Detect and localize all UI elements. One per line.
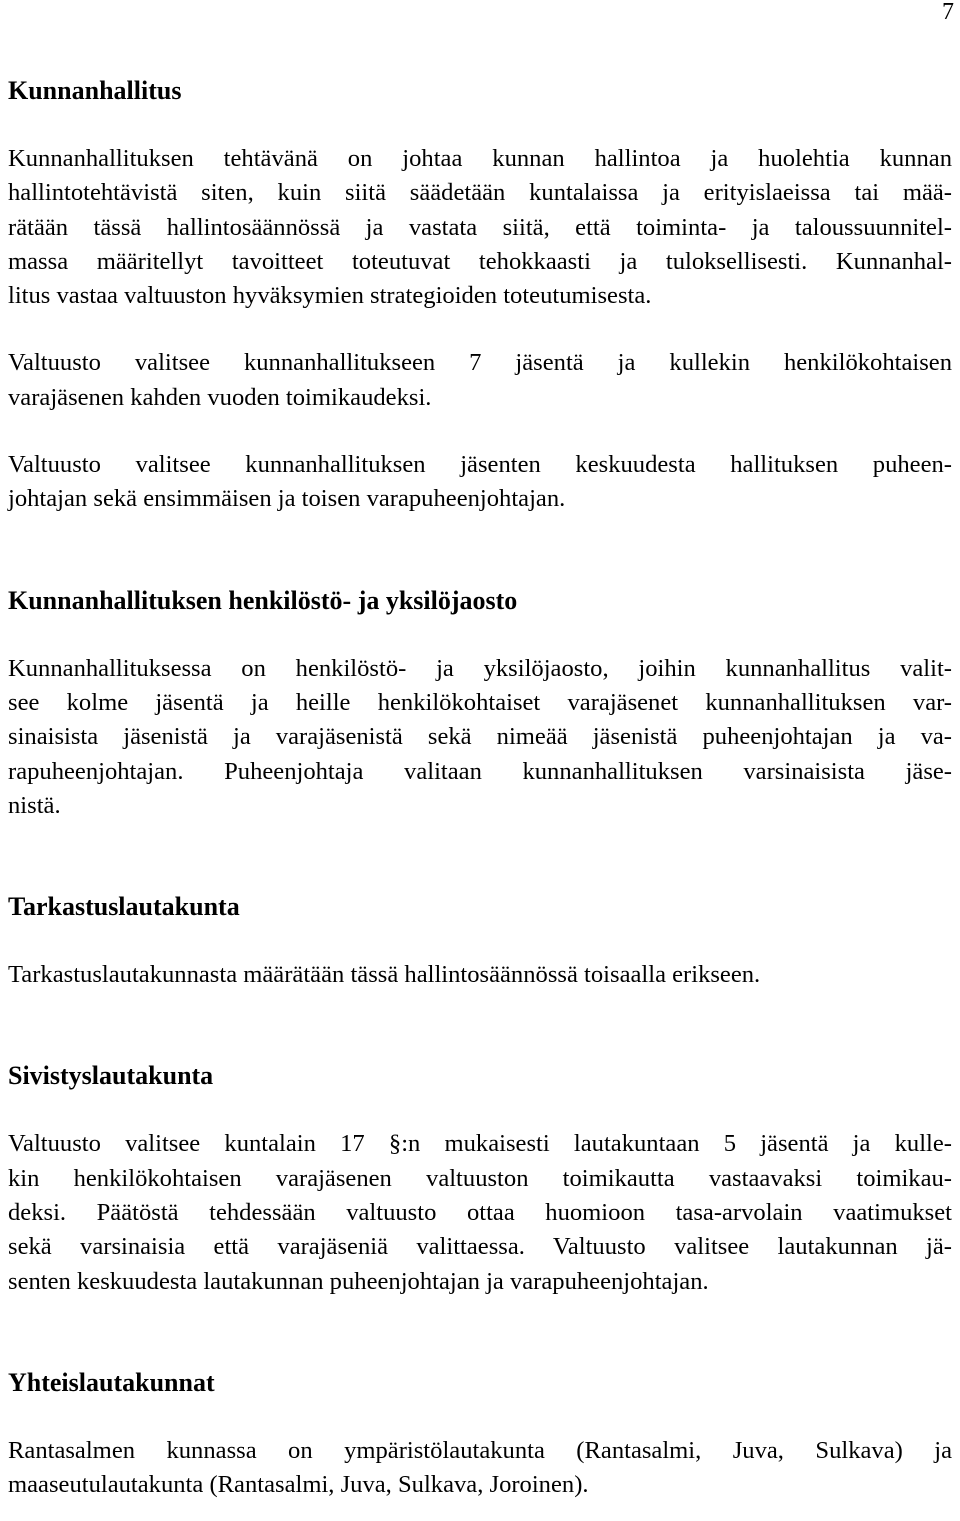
paragraph bbox=[8, 142, 952, 313]
paragraph bbox=[8, 1434, 952, 1503]
text-line: sekä varsinaisia että varajäseniä valittaessa. Valtuusto valitsee lautakunnan jä- bbox=[8, 1233, 952, 1261]
text-line: Kunnanhallituksessa on henkilöstö- ja yksilöjaosto, joihin kunnanhallitus valit- bbox=[8, 654, 952, 682]
paragraph bbox=[8, 958, 952, 992]
text-line: rätään tässä hallintosäännössä ja vastata siitä, että toiminta- ja taloussuunnitel- bbox=[8, 213, 952, 241]
text-line: hallintotehtävistä siten, kuin siitä säädetään kuntalaissa ja erityislaeissa tai mää- bbox=[8, 179, 952, 207]
text-line: varajäsenen kahden vuoden toimikaudeksi. bbox=[8, 383, 432, 411]
text-line: see kolme jäsentä ja heille henkilökohtaiset varajäsenet kunnanhallituksen var- bbox=[8, 688, 952, 716]
section-heading-yhteislautakunnat: Yhteislautakunnat bbox=[8, 1367, 215, 1397]
text-line: nistä. bbox=[8, 791, 61, 819]
text-line: kin henkilökohtaisen varajäsenen valtuuston toimikautta vastaavaksi toimikau- bbox=[8, 1164, 952, 1192]
paragraph bbox=[8, 1127, 952, 1298]
text-line: deksi. Päätöstä tehdessään valtuusto ottaa huomioon tasa-arvolain vaatimukset bbox=[8, 1199, 952, 1227]
document-body bbox=[8, 74, 952, 1503]
text-line: johtajan sekä ensimmäisen ja toisen varapuheenjohtajan. bbox=[8, 485, 566, 513]
section-heading-sivistyslautakunta: Sivistyslautakunta bbox=[8, 1061, 214, 1091]
text-line: massa määritellyt tavoitteet toteutuvat tehokkaasti ja tuloksellisesti. Kunnanhal- bbox=[8, 247, 952, 275]
paragraph bbox=[8, 346, 952, 415]
text-line: Tarkastuslautakunnasta määrätään tässä hallintosäännössä toisaalla erikseen. bbox=[8, 961, 761, 989]
text-line: senten keskuudesta lautakunnan puheenjohtajan ja varapuheenjohtajan. bbox=[8, 1267, 709, 1295]
section-heading-henkilosto-ja-yksilojaosto: Kunnanhallituksen henkilöstö- ja yksilöjaosto bbox=[8, 585, 518, 615]
section-heading-tarkastuslautakunta: Tarkastuslautakunta bbox=[8, 892, 240, 922]
text-line: rapuheenjohtajan. Puheenjohtaja valitaan kunnanhallituksen varsinaisista jäse- bbox=[8, 757, 952, 785]
text-line: maaseutulautakunta (Rantasalmi, Juva, Sulkava, Joroinen). bbox=[8, 1471, 589, 1499]
text-line: sinaisista jäsenistä ja varajäsenistä sekä nimeää jäsenistä puheenjohtajan ja va- bbox=[8, 723, 952, 751]
paragraph bbox=[8, 652, 952, 823]
paragraph bbox=[8, 448, 952, 517]
text-line: Kunnanhallituksen tehtävänä on johtaa kunnan hallintoa ja huolehtia kunnan bbox=[8, 145, 952, 172]
text-line: Rantasalmen kunnassa on ympäristölautakunta (Rantasalmi, Juva, Sulkava) ja bbox=[8, 1436, 952, 1464]
text-line: Valtuusto valitsee kunnanhallituksen jäsenten keskuudesta hallituksen puheen- bbox=[8, 451, 952, 479]
text-line: Valtuusto valitsee kunnanhallitukseen 7 jäsentä ja kullekin henkilökohtaisen bbox=[8, 349, 952, 377]
text-line: Valtuusto valitsee kuntalain 17 §:n mukaisesti lautakuntaan 5 jäsentä ja kulle- bbox=[8, 1130, 952, 1158]
text-line: litus vastaa valtuuston hyväksymien strategioiden toteutumisesta. bbox=[8, 282, 652, 310]
page-number: 7 bbox=[942, 0, 954, 25]
section-heading-kunnanhallitus: Kunnanhallitus bbox=[8, 76, 182, 105]
